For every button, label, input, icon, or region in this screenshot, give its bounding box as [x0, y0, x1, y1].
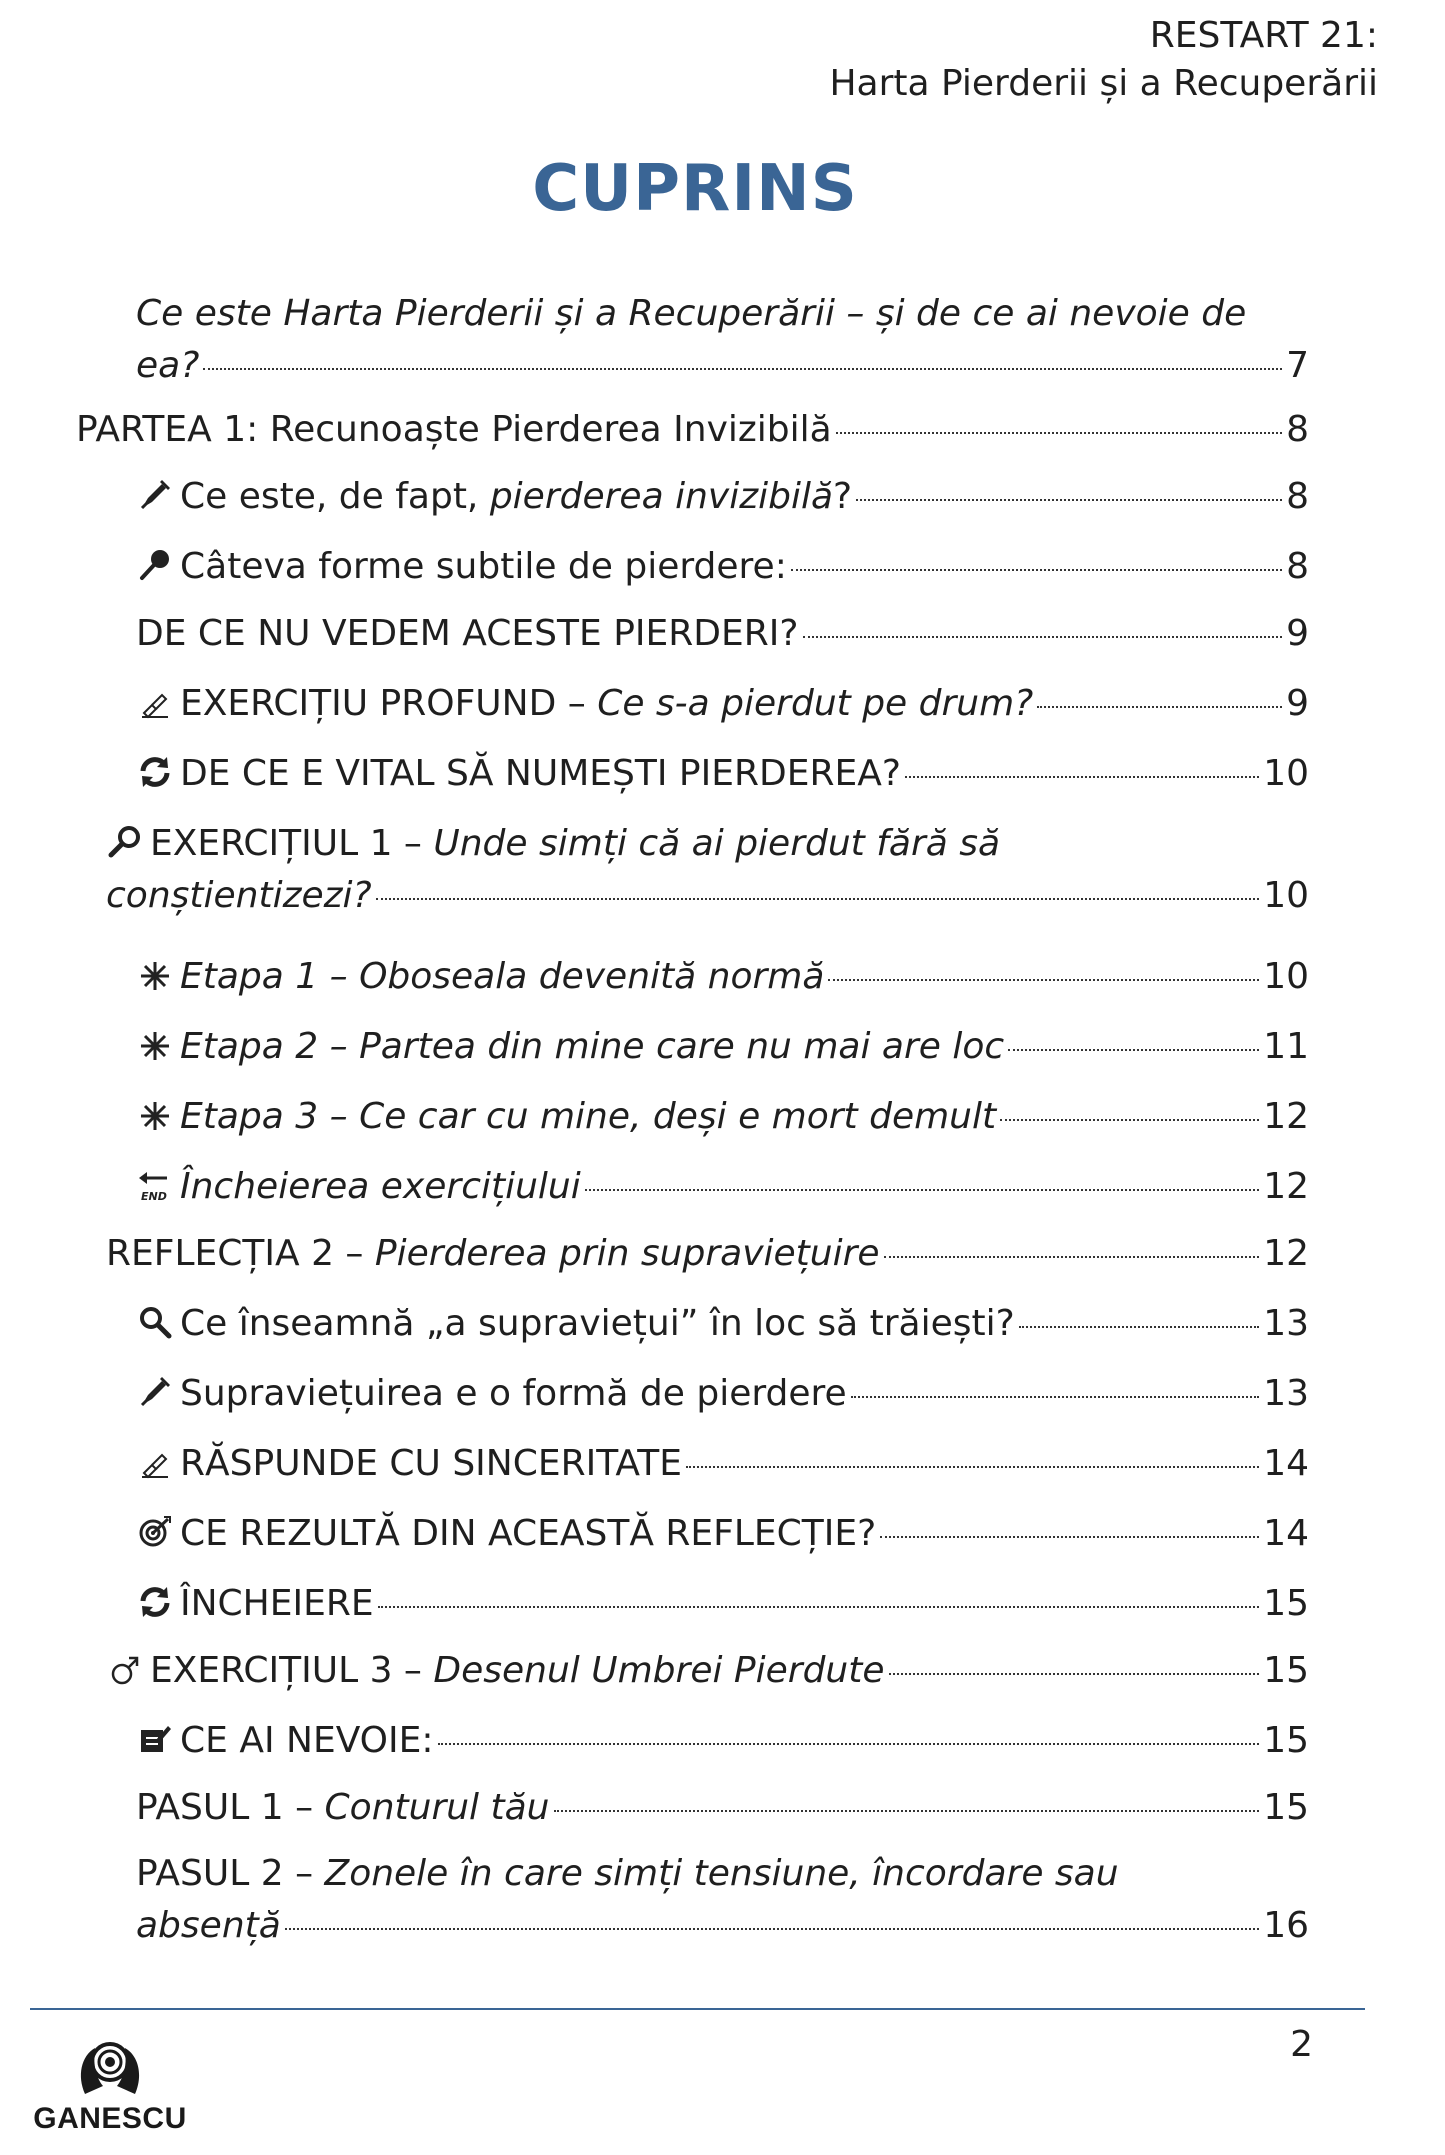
dot-leader	[880, 1536, 1259, 1538]
toc-entry-text: ÎNCHEIERE	[180, 1583, 374, 1624]
toc-entry-label	[180, 1368, 847, 1420]
toc-page-number: 8	[1286, 409, 1309, 450]
dot-leader	[836, 432, 1282, 434]
toc-page-number: 12	[1263, 1233, 1309, 1274]
toc-entry-text: Ce înseamnă „a supraviețui” în loc să trăiești?	[180, 1303, 1015, 1344]
toc-entry-italic-text: pierderea invizibilă	[489, 476, 834, 517]
toc-entry-text: CE REZULTĂ DIN ACEASTĂ REFLECȚIE?	[180, 1513, 877, 1554]
toc-entry-label	[136, 293, 1246, 334]
toc-entry-label	[180, 1021, 1004, 1073]
toc-entry[interactable]	[106, 818, 1309, 922]
toc-entry-text: EXERCIȚIU PROFUND –	[180, 683, 598, 724]
toc-entry-continuation: ea?	[136, 345, 200, 386]
magnifier-icon	[106, 818, 144, 870]
svg-text:END: END	[141, 1190, 167, 1202]
toc-entry-italic-text: Pierderea prin supraviețuire	[374, 1233, 880, 1274]
toc-entry-text: ?	[833, 476, 853, 517]
memo-icon	[136, 1715, 174, 1767]
toc-entry-label	[180, 1715, 434, 1767]
toc-entry[interactable]	[136, 1782, 1309, 1834]
toc-entry[interactable]	[136, 1578, 1309, 1630]
toc-entry-label	[180, 951, 824, 1003]
toc-entry-continuation: absență	[136, 1905, 281, 1946]
toc-entry[interactable]	[136, 748, 1309, 800]
toc-page-number: 8	[1286, 546, 1309, 587]
toc-entry-text: REFLECȚIA 2 –	[106, 1233, 375, 1274]
toc-entry-italic-text: Unde simți că ai pierdut fără să	[433, 823, 1001, 864]
toc-entry[interactable]	[136, 1368, 1309, 1420]
dot-leader	[884, 1256, 1260, 1258]
toc-entry-text: EXERCIȚIUL 3 –	[150, 1650, 434, 1691]
dot-leader	[1019, 1326, 1259, 1328]
toc-page-number: 11	[1263, 1026, 1309, 1067]
toc-entry-italic-text: Ce este Harta Pierderii și a Recuperării – și de ce ai nevoie de	[136, 293, 1247, 334]
header-line-1: RESTART 21:	[1149, 15, 1378, 56]
toc-page-number: 12	[1263, 1166, 1309, 1207]
toc-entry-italic-text: Ce s-a pierdut pe drum?	[597, 683, 1034, 724]
toc-entry-label	[180, 1438, 682, 1490]
toc-entry[interactable]	[136, 1848, 1309, 1952]
toc-entry-label	[106, 1228, 880, 1280]
dot-leader	[1037, 706, 1282, 708]
toc-entry-italic-text: Etapa 1 – Oboseala devenită normă	[180, 956, 825, 997]
search-icon	[136, 1298, 174, 1350]
toc-entry-text: CE AI NEVOIE:	[180, 1720, 434, 1761]
pen-icon	[136, 1368, 174, 1420]
toc-entry-text: DE CE E VITAL SĂ NUMEȘTI PIERDEREA?	[180, 753, 901, 794]
toc-entry-label	[180, 1578, 374, 1630]
toc-entry[interactable]	[76, 404, 1309, 456]
toc-page-number: 10	[1263, 753, 1309, 794]
toc-entry[interactable]	[136, 951, 1309, 1003]
toc-entry-label	[180, 1508, 876, 1560]
toc-page-number: 13	[1263, 1373, 1309, 1414]
logo-mark-icon	[75, 2036, 145, 2098]
toc-page-number: 14	[1263, 1443, 1309, 1484]
toc-entry[interactable]	[136, 1298, 1309, 1350]
toc-page-number: 15	[1263, 1720, 1309, 1761]
toc-entry[interactable]	[136, 1715, 1309, 1767]
cycle-icon	[136, 1578, 174, 1630]
toc-entry[interactable]	[136, 608, 1309, 660]
toc-entry-label	[180, 1161, 581, 1213]
dot-leader	[554, 1810, 1260, 1812]
toc-entry-text: Ce este, de fapt,	[180, 476, 490, 517]
dot-leader	[1008, 1049, 1259, 1051]
toc-entry[interactable]	[136, 1021, 1309, 1073]
toc-page-number: 8	[1286, 476, 1309, 517]
toc-page-number: 16	[1263, 1905, 1309, 1946]
toc-entry-label	[180, 1298, 1015, 1350]
toc-page-number: 10	[1263, 875, 1309, 916]
sparkle-icon	[136, 951, 174, 1003]
toc-page-number: 13	[1263, 1303, 1309, 1344]
toc-entry-italic-text: Etapa 2 – Partea din mine care nu mai are loc	[180, 1026, 1005, 1067]
writing-hand-icon	[136, 678, 174, 730]
toc-page-number: 15	[1263, 1787, 1309, 1828]
toc-entry-label	[180, 678, 1033, 730]
dot-leader	[791, 569, 1282, 571]
toc-entry[interactable]	[136, 1508, 1309, 1560]
toc-entry-label	[180, 541, 787, 593]
dot-leader	[378, 1606, 1260, 1608]
dot-leader	[856, 499, 1282, 501]
toc-entry-continuation: conștientizezi?	[106, 875, 372, 916]
dot-leader	[851, 1396, 1259, 1398]
dot-leader	[686, 1466, 1259, 1468]
pin-icon	[136, 541, 174, 593]
running-header	[829, 12, 1378, 107]
toc-page-number: 12	[1263, 1096, 1309, 1137]
dot-leader	[905, 776, 1259, 778]
toc-page-number: 15	[1263, 1650, 1309, 1691]
toc-entry[interactable]	[136, 1161, 1309, 1213]
toc-entry-italic-text: Conturul tău	[324, 1787, 550, 1828]
toc-entry-italic-text: Zonele în care simți tensiune, încordare sau	[324, 1853, 1119, 1894]
sparkle-icon	[136, 1021, 174, 1073]
toc-entry-label	[136, 1782, 550, 1834]
dot-leader	[585, 1189, 1259, 1191]
toc-entry-label	[150, 1645, 885, 1697]
toc-page-number: 14	[1263, 1513, 1309, 1554]
target-icon	[136, 1508, 174, 1560]
header-line-2: Harta Pierderii și a Recuperării	[829, 62, 1378, 104]
toc-entry-text: Câteva forme subtile de pierdere:	[180, 546, 787, 587]
toc-entry-label	[180, 1091, 996, 1143]
cycle-icon	[136, 748, 174, 800]
toc-entry[interactable]	[136, 1091, 1309, 1143]
toc-entry-text: RĂSPUNDE CU SINCERITATE	[180, 1443, 682, 1484]
logo-text: GANESCU	[33, 2102, 187, 2135]
ganescu-logo	[30, 2036, 190, 2136]
toc-entry-text: EXERCIȚIUL 1 –	[150, 823, 434, 864]
dot-leader	[285, 1928, 1259, 1930]
toc-entry-label	[180, 748, 901, 800]
toc-entry-label	[180, 471, 852, 523]
toc-entry[interactable]	[136, 471, 1309, 523]
dot-leader	[803, 636, 1283, 638]
toc-entry-text: PARTEA 1: Recunoaște Pierderea Invizibilă	[76, 409, 832, 450]
footer-divider	[30, 2008, 1365, 2010]
toc-entry-label	[76, 404, 832, 456]
toc-entry[interactable]	[136, 541, 1309, 593]
toc-entry[interactable]	[106, 1228, 1309, 1280]
toc-entry[interactable]	[136, 288, 1309, 392]
pen-icon	[136, 471, 174, 523]
toc-entry-text: DE CE NU VEDEM ACESTE PIERDERI?	[136, 613, 799, 654]
toc-entry-italic-text: Etapa 3 – Ce car cu mine, deși e mort demult	[180, 1096, 997, 1137]
toc-page-number: 7	[1286, 345, 1309, 386]
toc-entry-text: PASUL 2 –	[136, 1853, 325, 1894]
toc-entry[interactable]	[136, 678, 1309, 730]
dot-leader	[889, 1673, 1260, 1675]
dot-leader	[438, 1743, 1260, 1745]
writing-hand-icon	[136, 1438, 174, 1490]
toc-entry-label	[136, 608, 799, 660]
toc-entry-text: PASUL 1 –	[136, 1787, 325, 1828]
dot-leader	[203, 368, 1282, 370]
page-title: CUPRINS	[532, 152, 858, 226]
male-sign-icon	[106, 1645, 144, 1697]
toc-entry-italic-text: Încheierea exercițiului	[180, 1166, 581, 1207]
page-number: 2	[1290, 2024, 1313, 2065]
toc-entry[interactable]	[136, 1438, 1309, 1490]
toc-page-number: 9	[1286, 613, 1309, 654]
dot-leader	[376, 898, 1260, 900]
end-arrow-icon	[136, 1161, 174, 1213]
toc-entry-italic-text: Desenul Umbrei Pierdute	[433, 1650, 885, 1691]
toc-entry-label	[150, 823, 1000, 864]
toc-page-number: 9	[1286, 683, 1309, 724]
dot-leader	[828, 979, 1259, 981]
toc-entry-text: Supraviețuirea e o formă de pierdere	[180, 1373, 847, 1414]
sparkle-icon	[136, 1091, 174, 1143]
toc-page-number: 15	[1263, 1583, 1309, 1624]
toc-entry-label	[136, 1853, 1119, 1894]
dot-leader	[1000, 1119, 1259, 1121]
toc-entry[interactable]	[106, 1645, 1309, 1697]
toc-page-number: 10	[1263, 956, 1309, 997]
